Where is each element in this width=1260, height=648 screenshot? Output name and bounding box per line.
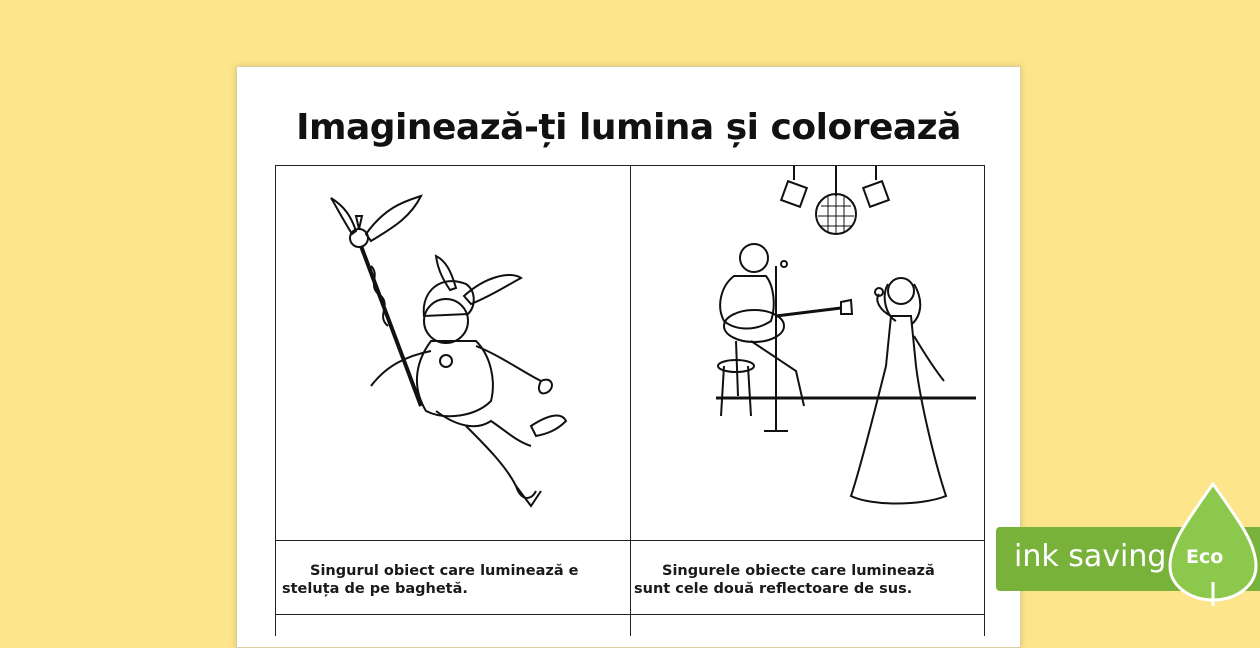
grid-divider-top — [276, 540, 984, 541]
grid-divider-vertical — [630, 166, 631, 636]
caption-left-line2: steluța de pe baghetă. — [282, 581, 468, 597]
caption-right-line1: Singurele obiecte care luminează — [662, 563, 935, 579]
caption-left — [282, 562, 628, 598]
worksheet-page — [236, 66, 1021, 648]
coloring-grid — [275, 165, 985, 636]
hermes-illustration — [326, 186, 586, 526]
ink-saving-label: ink saving — [1014, 539, 1167, 574]
eco-leaf-icon — [1166, 482, 1260, 606]
eco-label: Eco — [1186, 546, 1224, 568]
worksheet-title: Imaginează-ți lumina și colorează — [296, 107, 961, 148]
caption-right-line2: sunt cele două reflectoare de sus. — [634, 581, 913, 597]
grid-divider-bottom — [276, 614, 984, 615]
caption-right — [634, 562, 980, 598]
stage-illustration — [676, 166, 976, 536]
caption-left-line1: Singurul obiect care luminează e — [310, 563, 579, 579]
